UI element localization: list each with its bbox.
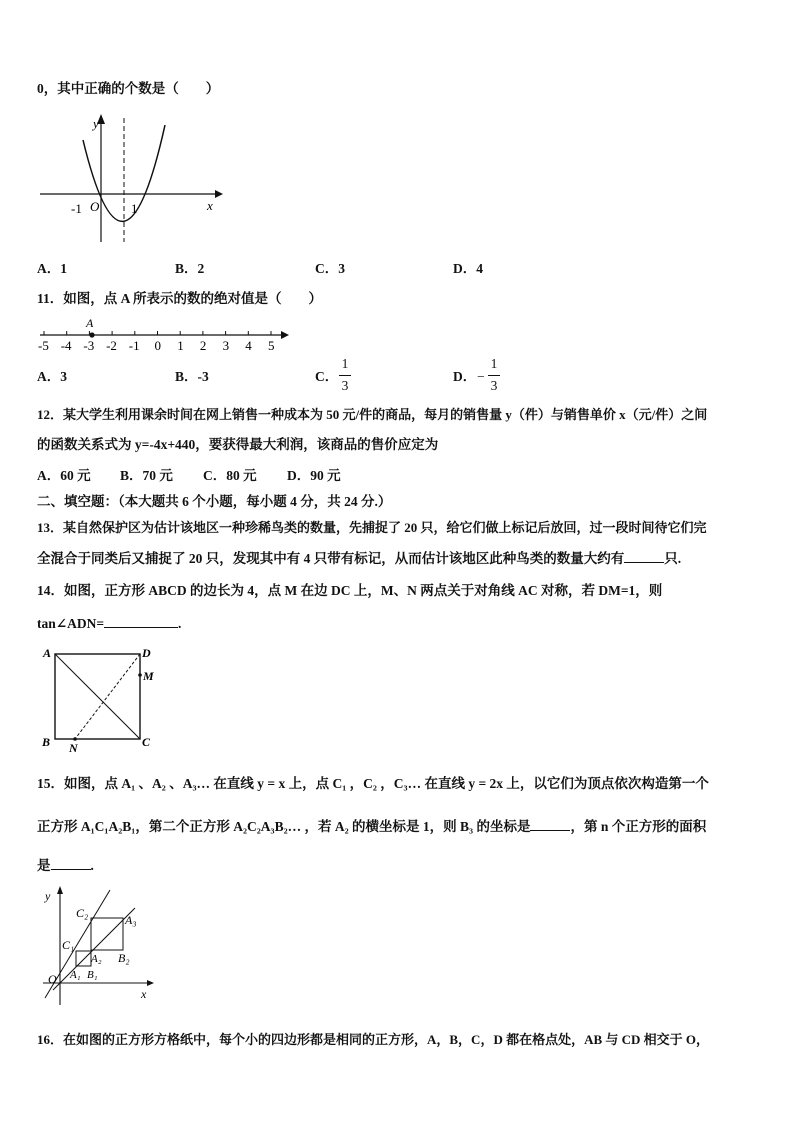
q11-stem: 11．如图，点 A 所表示的数的绝对值是（ ） <box>37 291 323 306</box>
section-2-heading: 二、填空题：（本大题共 6 个小题，每小题 4 分，共 24 分.） <box>37 494 392 509</box>
q10-option-b: B．2 <box>175 261 205 276</box>
q14-label-d: D <box>142 646 151 660</box>
q13-line-2-text: 全混合于同类后又捕捉了 20 只，发现其中有 4 只带有标记，从而估计该地区此种鸟类的数量大约有 <box>37 551 625 566</box>
q15-line-2-text-a: 正方形 A₁C₁A₂B₁，第二个正方形 A₂C₂A₃B₂… ，若 A₂ 的横坐标是 1，则 B₃ 的坐标是 <box>37 819 531 834</box>
q11-tick-label: -4 <box>60 338 72 353</box>
q14-line-2-text: tan∠ADN= <box>37 616 105 631</box>
q11-tick-label: 5 <box>268 338 275 353</box>
q10-neg-one-label: -1 <box>71 201 82 216</box>
q15-label-b2: B₂ <box>118 951 130 965</box>
q11-option-c-denominator: 3 <box>341 378 349 393</box>
q10-stem-tail: 0，其中正确的个数是（ ） <box>37 81 220 96</box>
q11-option-d-fraction-bar <box>488 375 500 376</box>
q15-answer-blank-1 <box>530 817 570 831</box>
q12-line-2: 的函数关系式为 y=-4x+440，要获得最大利润，该商品的售价应定为 <box>37 437 439 452</box>
q15-label-a1: A₁ <box>70 969 81 981</box>
q14-label-b: B <box>42 735 51 749</box>
q11-number-line <box>35 315 295 355</box>
q10-y-label: y <box>93 116 99 131</box>
q12-line-1: 12．某大学生利用课余时间在网上销售一种成本为 50 元/件的商品，每月的销售量 y（件）与销售单价 x（元/件）之间 <box>37 407 708 422</box>
q10-parabola-graph <box>35 110 235 250</box>
q16-line-1: 16．在如图的正方形方格纸中，每个小的四边形都是相同的正方形，A，B，C，D 都在格点处，AB 与 CD 相交于 O， <box>37 1032 710 1047</box>
q15-line-2 <box>37 817 706 836</box>
q14-label-c: C <box>142 735 151 749</box>
q11-option-a: A．3 <box>37 369 67 384</box>
q15-label-c2: C₂ <box>76 906 89 920</box>
q11-tick-label: 1 <box>177 338 184 353</box>
q14-label-n: N <box>69 741 78 755</box>
q11-option-d-sign: − <box>477 369 485 384</box>
q10-x-label: x <box>207 198 213 213</box>
q15-line-3-tail: . <box>90 858 94 873</box>
q12-option-a: A．60 元 <box>37 468 91 483</box>
q15-squares-figure <box>35 880 165 1010</box>
q14-line-2 <box>37 614 181 633</box>
q15-x-label: x <box>141 987 147 1001</box>
q11-tick-label: -3 <box>83 338 95 353</box>
q15-label-a3: A₃ <box>125 913 137 927</box>
q10-option-d: D．4 <box>453 261 483 276</box>
q15-y-label: y <box>45 889 51 903</box>
q12-option-b: B．70 元 <box>120 468 173 483</box>
q11-tick-label: -1 <box>128 338 140 353</box>
q15-line-3-text: 是 <box>37 858 51 873</box>
q12-option-d: D．90 元 <box>287 468 341 483</box>
q15-label-a2: A₂ <box>91 953 102 965</box>
q14-answer-blank <box>104 614 178 628</box>
q11-option-d-numerator: 1 <box>490 356 498 371</box>
q13-line-2 <box>37 549 681 568</box>
q14-line-2-tail: . <box>178 616 182 631</box>
q11-tick-label: 4 <box>245 338 252 353</box>
q14-line-1: 14．如图，正方形 ABCD 的边长为 4，点 M 在边 DC 上，M、N 两点关于对角线 AC 对称，若 DM=1，则 <box>37 583 663 598</box>
q10-origin-label: O <box>90 199 100 214</box>
q11-point-a-label: A <box>86 316 94 330</box>
q15-line-1: 15．如图，点 A₁ 、A₂ 、A₃… 在直线 y = x 上，点 C₁ ，C₂ ，C₃… 在直线 y = 2x 上，以它们为顶点依次构造第一个 <box>37 776 709 791</box>
q13-line-1: 13．某自然保护区为估计该地区一种珍稀鸟类的数量，先捕捉了 20 只，给它们做上标记后放回，过一段时间待它们完 <box>37 520 707 535</box>
q11-tick-label: 3 <box>222 338 230 353</box>
q14-square-figure <box>40 645 170 755</box>
q15-answer-blank-2 <box>51 856 91 870</box>
q15-label-c1: C₁ <box>62 938 75 952</box>
q15-label-b1: B₁ <box>87 969 98 981</box>
q11-tick-label: -2 <box>106 338 117 353</box>
q11-option-c-label: C． <box>315 369 339 384</box>
q15-line-2-text-b: ，第 n 个正方形的面积 <box>570 819 707 834</box>
q11-option-d-label: D． <box>453 369 477 384</box>
q11-tick-label: 0 <box>154 338 161 353</box>
q11-tick-label: -5 <box>38 338 49 353</box>
q10-one-label: 1 <box>131 201 138 216</box>
q11-option-d-denominator: 3 <box>490 378 498 393</box>
q13-line-2-tail: 只. <box>664 551 682 566</box>
q10-option-c: C．3 <box>315 261 345 276</box>
q15-origin-label: O <box>48 972 57 986</box>
q12-option-c: C．80 元 <box>203 468 257 483</box>
q11-tick-label: 2 <box>199 338 207 353</box>
q11-option-c-fraction-bar <box>339 375 351 376</box>
q14-label-a: A <box>43 646 52 660</box>
q15-line-3 <box>37 856 94 875</box>
q13-answer-blank <box>624 549 664 563</box>
q11-option-b: B．-3 <box>175 369 209 384</box>
q14-label-m: M <box>143 669 154 683</box>
q11-option-c-numerator: 1 <box>341 356 349 371</box>
q10-option-a: A．1 <box>37 261 67 276</box>
